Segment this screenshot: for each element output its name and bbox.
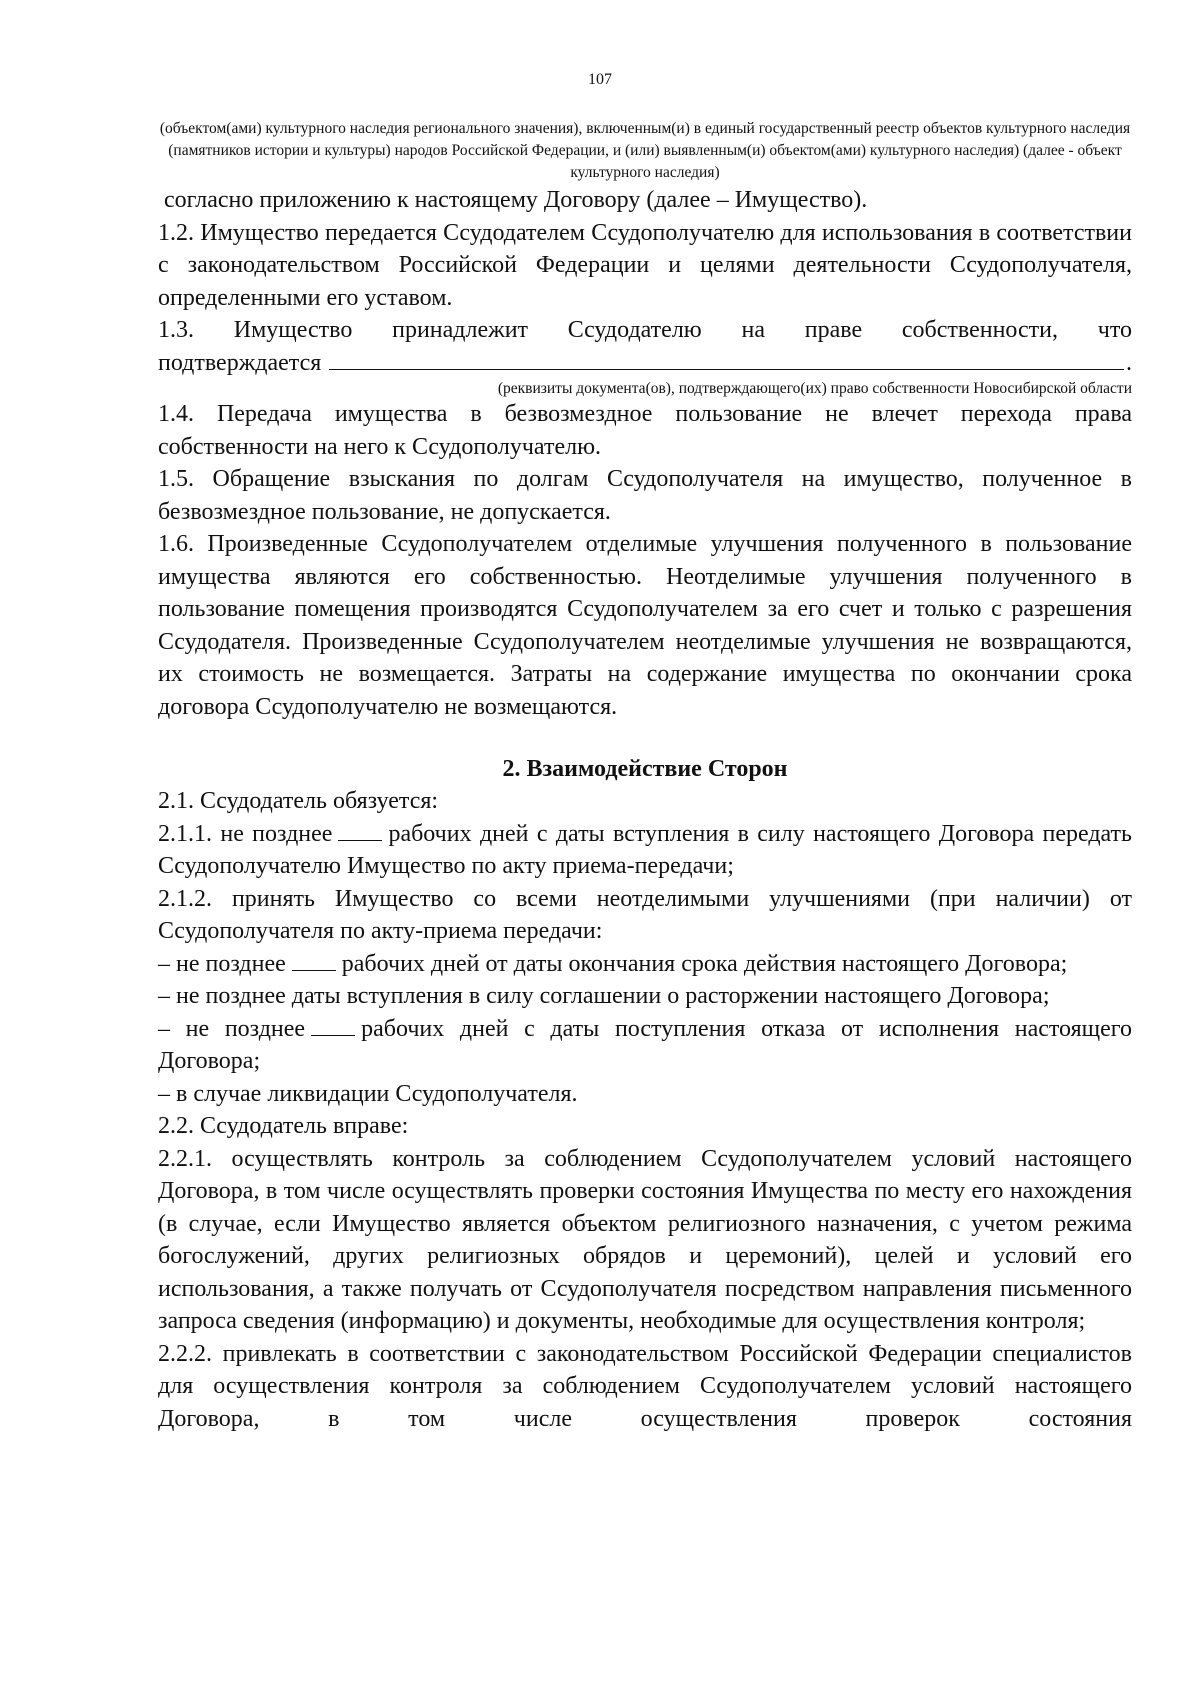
dash-item-4: – в случае ликвидации Ссудополучателя.: [158, 1080, 578, 1107]
dash-item-3-start: – не позднее: [158, 1015, 306, 1042]
ownership-document-fill-line: [329, 347, 1124, 370]
days-blank-2: [292, 950, 336, 971]
clause-1-2: 1.2. Имущество передается Ссудодателем Ссудополучателю для использования в соответствии с законодательством Российской Федерации и целями деятельности Ссудополучателя, определенными его уставом.: [158, 219, 1132, 311]
clause-2-2-2: 2.2.2. привлекать в соответствии с законодательством Российской Федерации специалистов для осуществления контроля за соблюдением Ссудополучателем условий настоящего Договора, в том числе осуществления проверок состояния: [158, 1340, 1132, 1432]
clause-1-3-period: .: [1126, 349, 1132, 376]
clause-1-5: 1.5. Обращение взыскания по долгам Ссудополучателя на имущество, полученное в безвозмездное пользование, не допускается.: [158, 466, 1132, 525]
clause-2-2: 2.2. Ссудодатель вправе:: [158, 1113, 409, 1139]
page-number: 107: [588, 71, 612, 88]
clause-1-3-line2: [158, 347, 1132, 380]
dash-item-1-rest: рабочих дней от даты окончания срока действия настоящего Договора;: [341, 950, 1068, 977]
clause-2-1-1-start: 2.1.1. не позднее: [158, 820, 333, 847]
document-body: [158, 118, 1132, 1435]
clause-2-1-1: [158, 818, 1132, 883]
clause-1-6: 1.6. Произведенные Ссудополучателем отделимые улучшения полученного в пользование имущества являются его собственностью. Неотделимые улучшения полученного в пользование помещения производятся Ссудополучателем за его счет и только с разрешения Ссудодателя. Произведенные Ссудополучателем неотделимые улучшения не возвращаются, их стоимость не возмещается. Затраты на содержание имущества по окончании срока договора Ссудополучателю не возмещаются.: [158, 531, 1132, 720]
clause-2-1: 2.1. Ссудодатель обязуется:: [158, 788, 439, 814]
section-2-heading: 2. Взаимодействие Сторон: [502, 756, 788, 782]
days-blank-1: [338, 820, 382, 841]
dash-item-3-rest: рабочих дней с даты поступления отказа от исполнения настоящего Договора;: [158, 1015, 1132, 1074]
ownership-document-caption: (реквизиты документа(ов), подтверждающего(их) право собственности Новосибирской области: [497, 380, 1132, 397]
header-note: (объектом(ами) культурного наследия регионального значения), включенным(и) в единый государственный реестр объектов культурного наследия (памятников истории и культуры) народов Российской Федерации, и (или) выявленным(и) объектом(ами) культурного наследия) (далее - объект культурного наследия): [159, 120, 1131, 181]
dash-item-1: [158, 948, 1132, 981]
clause-1-3-line1: 1.3. Имущество принадлежит Ссудодателю на праве собственности, что: [158, 317, 1132, 343]
clause-2-1-1-rest: рабочих дней с даты вступления в силу настоящего Договора передать Ссудополучателю Имущество по акту приема-передачи;: [158, 820, 1132, 879]
days-blank-3: [311, 1015, 355, 1036]
clause-2-1-2: 2.1.2. принять Имущество со всеми неотделимыми улучшениями (при наличии) от Ссудополучателя по акту-приема передачи:: [158, 885, 1132, 944]
dash-item-2: – не позднее даты вступления в силу соглашении о расторжении настоящего Договора;: [158, 983, 1050, 1009]
clause-1-4: 1.4. Передача имущества в безвозмездное пользование не влечет перехода права собственности на него к Ссудополучателю.: [158, 401, 1132, 460]
dash-item-3: [158, 1013, 1132, 1078]
clause-2-2-1: 2.2.1. осуществлять контроль за соблюдением Ссудополучателем условий настоящего Договора, в том числе осуществлять проверки состояния Имущества по месту его нахождения (в случае, если Имущество является объектом религиозного назначения, с учетом режима богослужений, других религиозных обрядов и церемоний), целей и условий его использования, а также получать от Ссудополучателя посредством направления письменного запроса сведения (информацию) и документы, необходимые для осуществления контроля;: [158, 1145, 1132, 1334]
intro-line: согласно приложению к настоящему Договору (далее – Имущество).: [164, 187, 868, 213]
clause-1-3-confirmed-label: подтверждается: [158, 349, 322, 376]
dash-item-1-start: – не позднее: [158, 950, 286, 977]
